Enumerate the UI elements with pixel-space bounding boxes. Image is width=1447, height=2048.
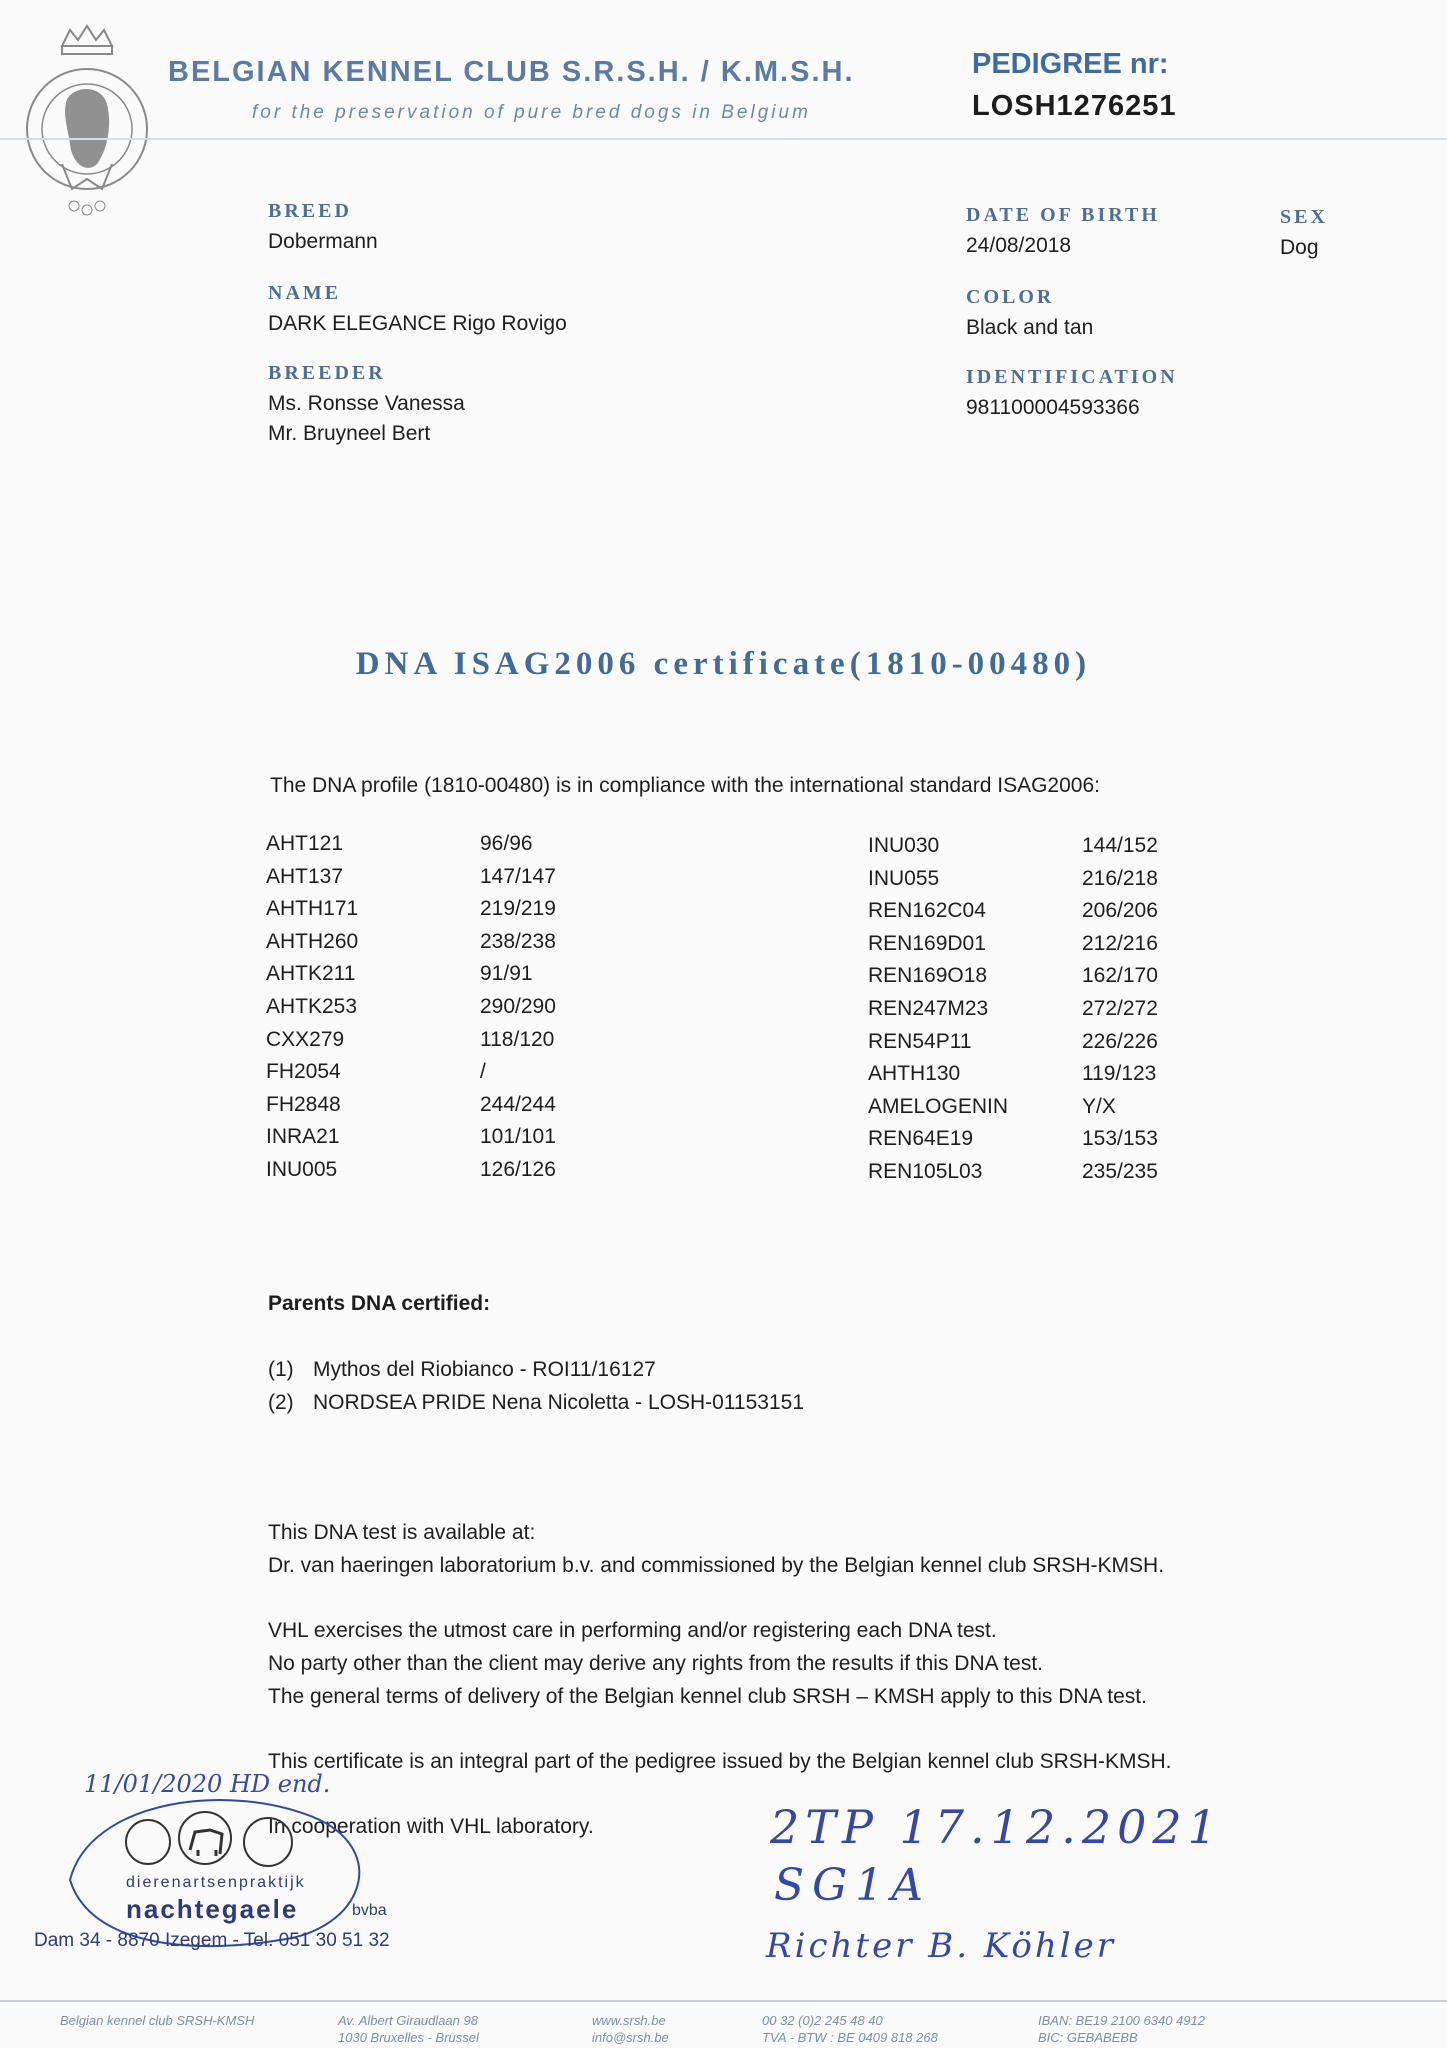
marker-row: [266, 865, 686, 898]
marker-row: [266, 832, 686, 865]
footer-bic: BIC: GEBABEBB: [1038, 2030, 1138, 2045]
marker-table-left: [266, 832, 686, 1191]
handwritten-line-2: SG1A: [774, 1860, 932, 1911]
certificate-title: DNA ISAG2006 certificate(1810-00480): [355, 646, 1092, 682]
marker-value: 216/218: [1082, 866, 1158, 890]
club-name: BELGIAN KENNEL CLUB S.R.S.H. / K.M.S.H.: [168, 56, 855, 88]
marker-row: [868, 1030, 1288, 1063]
marker-value: 118/120: [480, 1027, 555, 1051]
handwritten-line-1: 2TP 17.12.2021: [770, 1800, 1223, 1854]
marker-row: [868, 1127, 1288, 1160]
stamp-line-3: Dam 34 - 8870 Izegem - Tel. 051 30 51 32: [34, 1930, 390, 1951]
marker-row: [868, 964, 1288, 997]
color-value: Black and tan: [966, 316, 1094, 339]
footer-website[interactable]: www.srsh.be: [592, 2013, 666, 2028]
note-line-1: This DNA test is available at:: [268, 1521, 536, 1544]
breeder-1: Ms. Ronsse Vanessa: [268, 392, 465, 415]
marker-value: Y/X: [1082, 1094, 1116, 1118]
note-line-3: VHL exercises the utmost care in performing and/or registering each DNA test.: [268, 1619, 997, 1642]
marker-row: [266, 962, 686, 995]
marker-row: [868, 932, 1288, 965]
footer-iban: IBAN: BE19 2100 6340 4912: [1038, 2013, 1205, 2028]
marker-value: 147/147: [480, 864, 556, 888]
parent-1-number: (1): [268, 1358, 294, 1381]
parent-1: Mythos del Riobianco - ROI11/16127: [313, 1358, 656, 1381]
marker-name: REN54P11: [868, 1029, 972, 1053]
marker-name: AHT121: [266, 832, 344, 855]
breeder-2: Mr. Bruyneel Bert: [268, 422, 431, 445]
breeder-label: BREEDER: [268, 362, 386, 384]
marker-name: CXX279: [266, 1027, 345, 1051]
marker-table-right: [868, 834, 1288, 1193]
marker-row: [868, 834, 1288, 867]
footer-email[interactable]: info@srsh.be: [592, 2030, 669, 2045]
dob-label: DATE OF BIRTH: [966, 204, 1160, 226]
marker-name: REN247M23: [868, 996, 989, 1020]
marker-value: 153/153: [1082, 1127, 1158, 1151]
footer-rule: [0, 2000, 1447, 2002]
marker-row: [868, 867, 1288, 900]
color-label: COLOR: [966, 286, 1055, 308]
marker-row: [868, 899, 1288, 932]
club-tagline: for the preservation of pure bred dogs in Belgium: [252, 102, 811, 123]
sex-value: Dog: [1280, 236, 1319, 259]
parent-2-number: (2): [268, 1391, 294, 1414]
marker-name: INU005: [266, 1157, 338, 1181]
marker-value: 219/219: [480, 897, 556, 921]
marker-row: [868, 997, 1288, 1030]
club-seal-icon: [22, 14, 152, 224]
marker-row: [868, 1160, 1288, 1193]
identification-value: 981100004593366: [966, 396, 1140, 419]
marker-name: AHTH260: [266, 929, 359, 953]
note-line-5: The general terms of delivery of the Belgian kennel club SRSH – KMSH apply to this DNA test.: [268, 1685, 1147, 1708]
footer-address-2: 1030 Bruxelles - Brussel: [338, 2030, 479, 2045]
marker-name: INRA21: [266, 1125, 340, 1149]
marker-row: [266, 897, 686, 930]
marker-name: AMELOGENIN: [868, 1094, 1009, 1118]
stamp-line-2b: bvba: [352, 1902, 387, 1919]
marker-value: 126/126: [480, 1157, 556, 1181]
pedigree-label: PEDIGREE nr:: [972, 48, 1169, 80]
marker-name: REN169D01: [868, 931, 986, 955]
marker-name: INU030: [868, 834, 940, 857]
note-line-4: No party other than the client may derive any rights from the results if this DNA test.: [268, 1652, 1044, 1675]
marker-value: 91/91: [480, 962, 533, 986]
marker-name: AHTK211: [266, 962, 356, 986]
note-line-2: Dr. van haeringen laboratorium b.v. and commissioned by the Belgian kennel club SRSH-KMSH.: [268, 1554, 1165, 1577]
parent-2: NORDSEA PRIDE Nena Nicoletta - LOSH-01153151: [313, 1391, 804, 1414]
marker-name: FH2848: [266, 1092, 341, 1116]
marker-row: [868, 1095, 1288, 1128]
footer-phone: 00 32 (0)2 245 48 40: [762, 2013, 883, 2028]
marker-name: INU055: [868, 866, 940, 890]
footer-address-1: Av. Albert Giraudlaan 98: [338, 2013, 478, 2028]
certificate-intro: The DNA profile (1810-00480) is in compliance with the international standard ISAG2006:: [270, 774, 1100, 797]
marker-value: 244/244: [480, 1092, 556, 1116]
pedigree-number: LOSH1276251: [972, 90, 1177, 122]
marker-value: 144/152: [1082, 834, 1158, 857]
marker-value: 119/123: [1082, 1062, 1157, 1086]
marker-row: [266, 1060, 686, 1093]
marker-name: REN64E19: [868, 1127, 974, 1151]
marker-row: [266, 1028, 686, 1061]
stamp-line-2: nachtegaele: [126, 1894, 299, 1924]
marker-row: [266, 1158, 686, 1191]
marker-value: 96/96: [480, 832, 533, 855]
marker-value: 290/290: [480, 994, 556, 1018]
marker-row: [266, 995, 686, 1028]
marker-name: REN105L03: [868, 1159, 983, 1183]
handwritten-date-note: 11/01/2020 HD end.: [84, 1770, 331, 1798]
note-line-6: This certificate is an integral part of the pedigree issued by the Belgian kennel club SRSH-KMSH.: [268, 1750, 1172, 1773]
identification-label: IDENTIFICATION: [966, 366, 1178, 388]
marker-value: 212/216: [1082, 931, 1158, 955]
breed-value: Dobermann: [268, 230, 378, 253]
note-line-7: In cooperation with VHL laboratory.: [268, 1815, 594, 1838]
marker-row: [266, 1125, 686, 1158]
marker-value: 101/101: [480, 1125, 556, 1149]
marker-row: [266, 930, 686, 963]
breed-label: BREED: [268, 200, 352, 222]
marker-value: 206/206: [1082, 899, 1158, 923]
sex-label: SEX: [1280, 206, 1328, 228]
name-label: NAME: [268, 282, 342, 304]
header-rule: [0, 138, 1447, 140]
marker-name: AHTH171: [266, 897, 359, 921]
marker-name: FH2054: [266, 1060, 341, 1084]
marker-value: 235/235: [1082, 1159, 1158, 1183]
marker-name: REN162C04: [868, 899, 986, 923]
name-value: DARK ELEGANCE Rigo Rovigo: [268, 312, 567, 335]
footer-vat: TVA - BTW : BE 0409 818 268: [762, 2030, 938, 2045]
footer-club: Belgian kennel club SRSH-KMSH: [60, 2013, 255, 2028]
parents-heading: Parents DNA certified:: [268, 1292, 491, 1315]
marker-name: AHTH130: [868, 1062, 961, 1086]
marker-value: /: [480, 1060, 486, 1084]
marker-row: [266, 1093, 686, 1126]
marker-name: REN169O18: [868, 964, 988, 988]
marker-name: AHTK253: [266, 994, 358, 1018]
marker-value: 272/272: [1082, 996, 1158, 1020]
marker-row: [868, 1062, 1288, 1095]
marker-name: AHT137: [266, 864, 344, 888]
marker-value: 226/226: [1082, 1029, 1158, 1053]
marker-value: 238/238: [480, 929, 556, 953]
handwritten-signature: Richter B. Köhler: [766, 1926, 1116, 1966]
stamp-line-1: dierenartsenpraktijk: [126, 1874, 306, 1891]
club-logo: [22, 14, 152, 224]
marker-value: 162/170: [1082, 964, 1158, 988]
dob-value: 24/08/2018: [966, 234, 1072, 257]
